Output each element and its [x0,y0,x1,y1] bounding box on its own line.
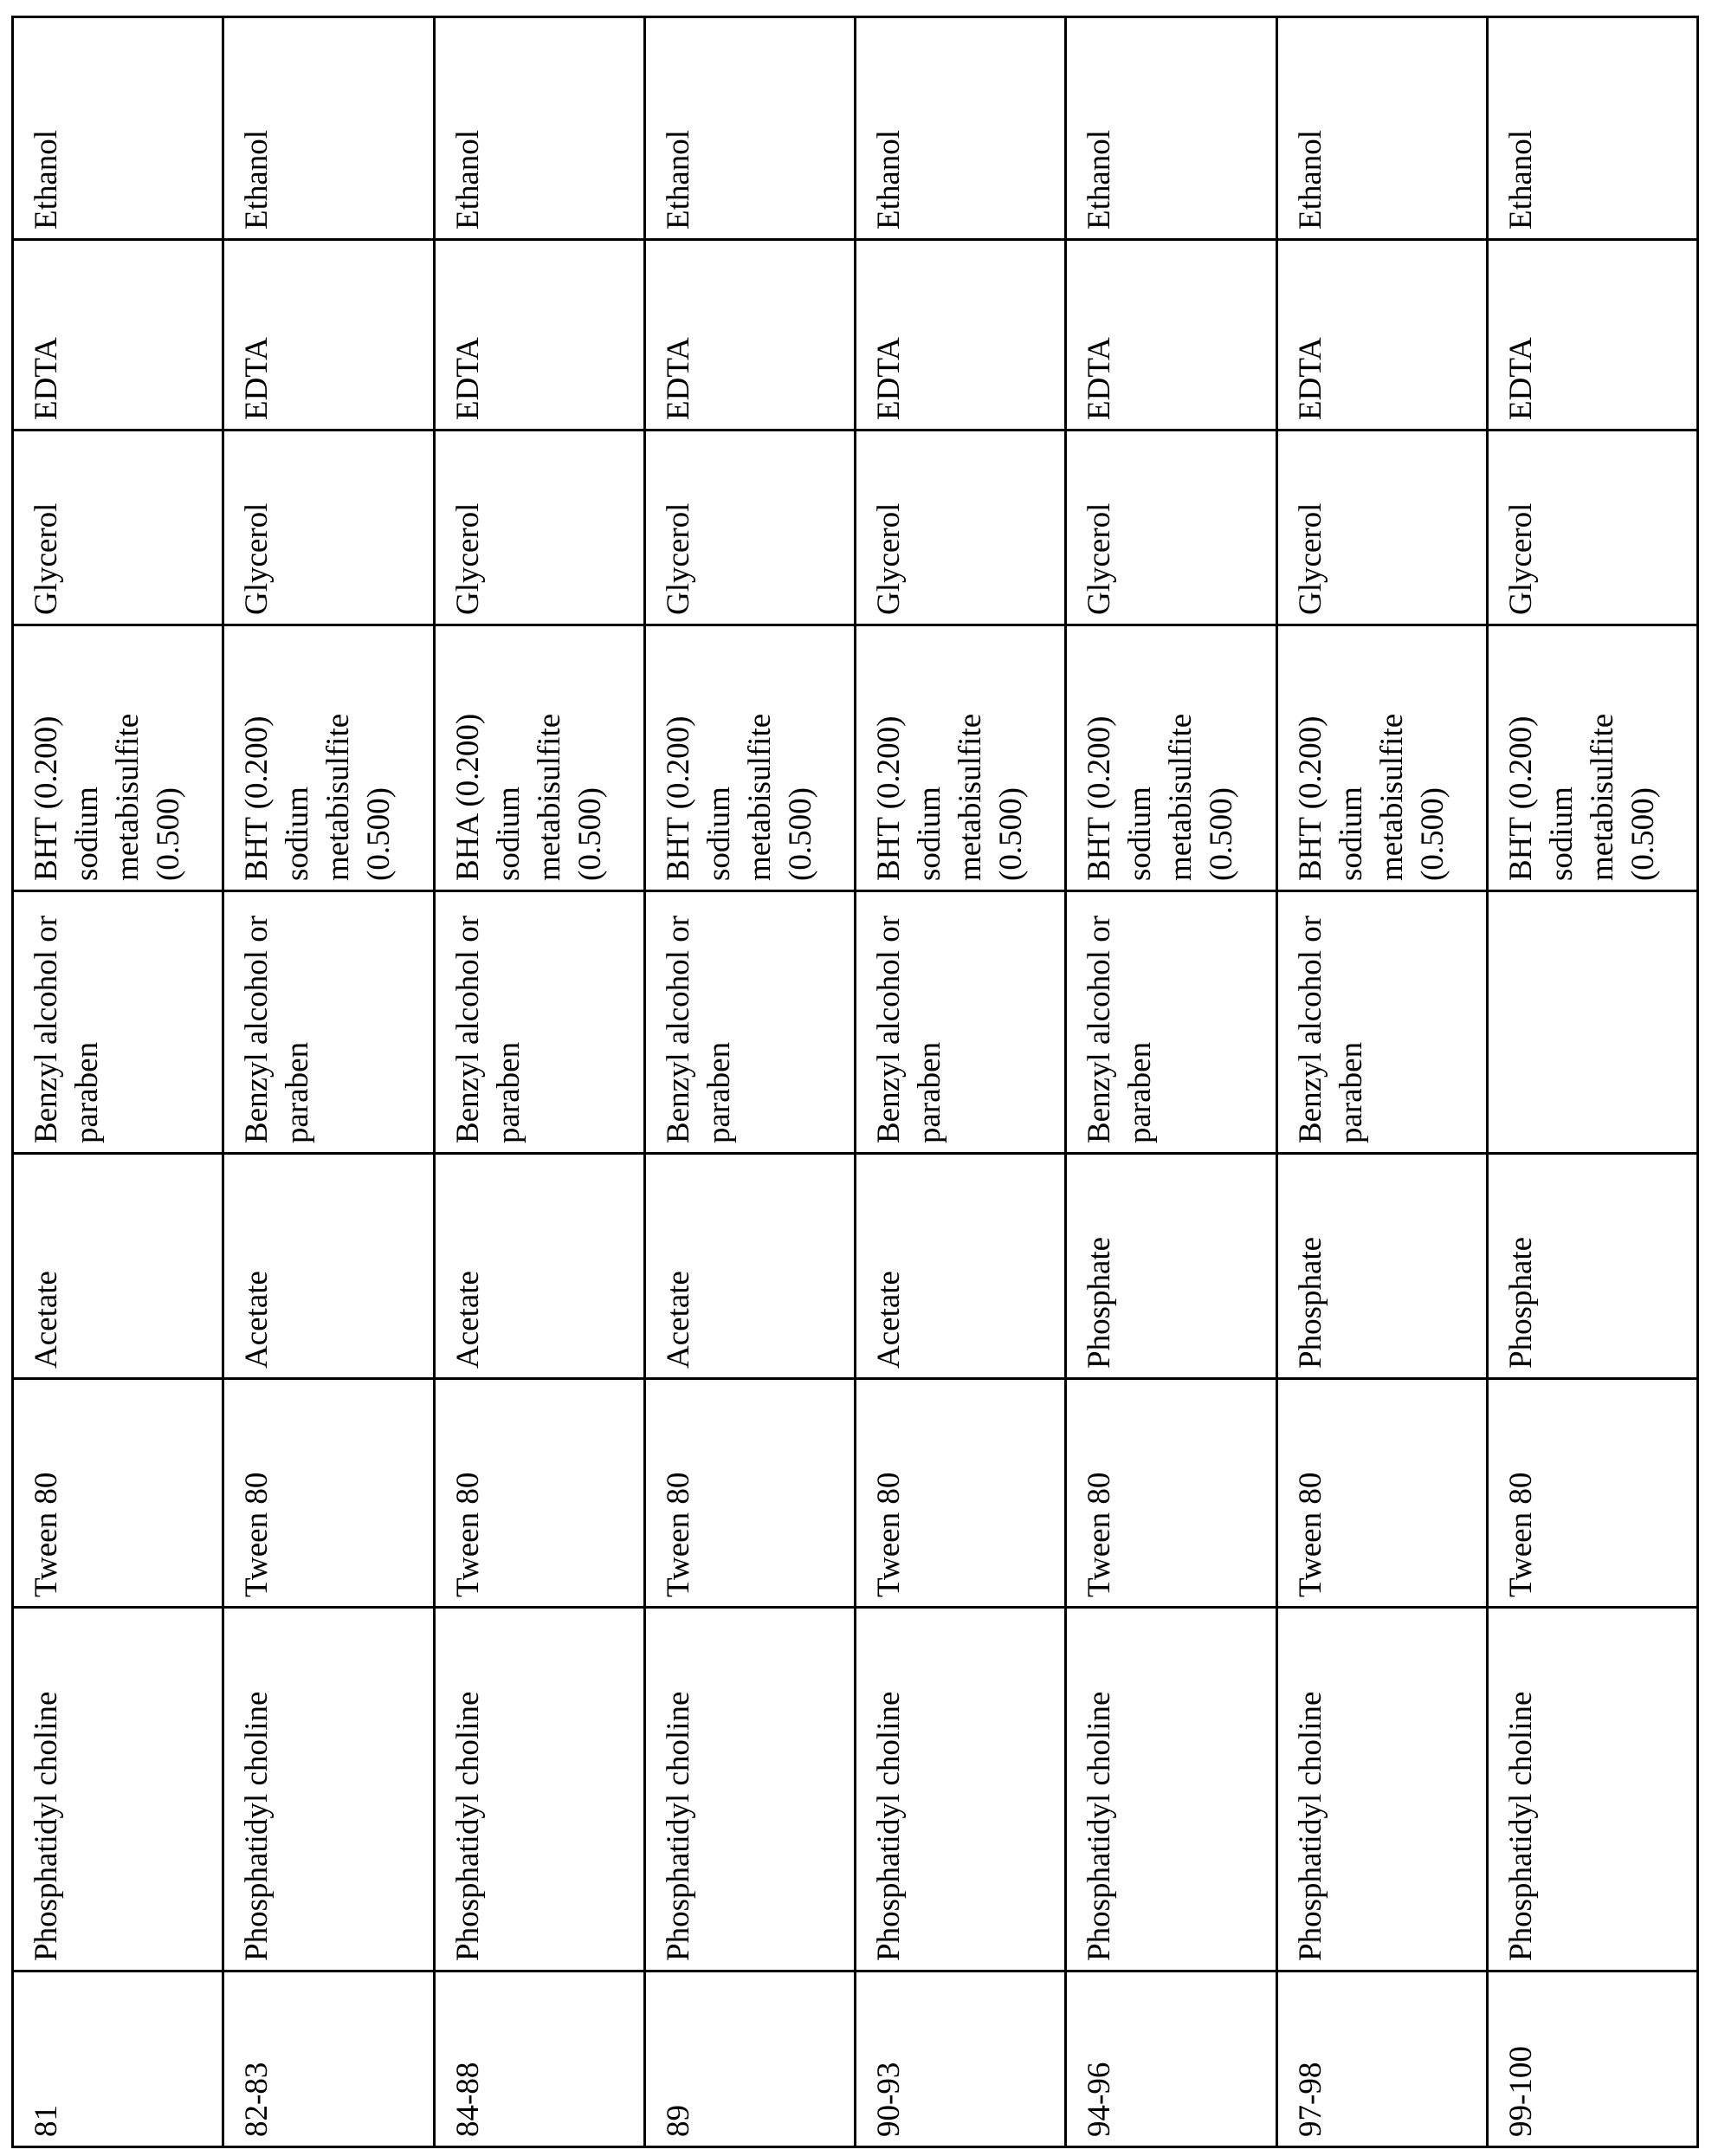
table-row [434,17,644,2147]
cell-text: EDTA [1503,337,1539,420]
cell-text: Phosphatidyl choline [1293,1692,1328,1961]
cell-text: EDTA [871,337,907,420]
cell-text: Tween 80 [1293,1473,1328,1597]
cell-preservative [856,891,1066,1154]
cell-lipid [1487,1608,1697,1971]
cell-text: EDTA [239,337,275,420]
rotated-table-container [11,18,1699,2148]
cell-line: BHT (0.200) [26,635,67,881]
cell-antioxidant [223,625,434,891]
cell-id [223,1971,434,2147]
cell-tonicity [13,431,223,625]
cell-buffer [856,1154,1066,1379]
cell-solvent [13,17,223,240]
cell-line: (0.500) [148,635,189,881]
cell-text: EDTA [450,337,486,420]
cell-text: 82-83 [239,2062,275,2137]
cell-buffer [644,1154,855,1379]
cell-line: BHT (0.200) [236,635,277,881]
cell-line: sodium [699,635,740,881]
cell-text: Glycerol [29,503,64,615]
cell-text: Benzyl alcohol or paraben [1293,916,1369,1143]
cell-text: Acetate [29,1271,64,1369]
cell-surfactant [856,1379,1066,1608]
cell-line: BHA (0.200) [448,635,488,881]
cell-line: BHT (0.200) [869,635,909,881]
cell-line: metabisulfite [1372,635,1412,881]
cell-text: Ethanol [450,130,486,230]
cell-preservative [644,891,855,1154]
cell-text: 84-88 [450,2062,486,2137]
cell-text: EDTA [661,337,696,420]
cell-text: Glycerol [1293,503,1328,615]
cell-tonicity [1276,431,1487,625]
cell-line: sodium [1120,635,1160,881]
table-row [223,17,434,2147]
cell-text: Ethanol [661,130,696,230]
cell-id [856,1971,1066,2147]
cell-id [13,1971,223,2147]
cell-preservative [1066,891,1276,1154]
cell-text: Benzyl alcohol or paraben [450,916,527,1143]
table-row [1276,17,1487,2147]
cell-text: Phosphate [1503,1237,1539,1369]
cell-text: Tween 80 [871,1473,907,1597]
cell-id [1066,1971,1276,2147]
cell-line: (0.500) [1201,635,1242,881]
cell-line: sodium [488,635,529,881]
cell-text: Acetate [871,1271,907,1369]
cell-id [644,1971,855,2147]
cell-text: 99-100 [1503,2046,1539,2137]
cell-line: BHT (0.200) [1501,635,1541,881]
cell-antioxidant [1487,625,1697,891]
cell-text: Phosphatidyl choline [1082,1692,1117,1961]
cell-line: sodium [1541,635,1582,881]
cell-solvent [434,17,644,240]
cell-text: Phosphatidyl choline [871,1692,907,1961]
cell-lipid [223,1608,434,1971]
cell-text: 94-96 [1082,2062,1117,2137]
cell-buffer [1276,1154,1487,1379]
cell-chelator [434,240,644,431]
cell-text: Ethanol [1503,130,1539,230]
cell-chelator [1066,240,1276,431]
cell-line: sodium [909,635,950,881]
cell-text: Phosphatidyl choline [661,1692,696,1961]
cell-surfactant [1487,1379,1697,1608]
cell-line: sodium [67,635,107,881]
cell-surfactant [1066,1379,1276,1608]
cell-line: BHT (0.200) [658,635,699,881]
cell-text: Benzyl alcohol or paraben [29,916,105,1143]
formulation-table [11,16,1699,2148]
cell-line: (0.500) [991,635,1031,881]
cell-text: Tween 80 [1082,1473,1117,1597]
cell-text: Benzyl alcohol or paraben [661,916,737,1143]
cell-text: Tween 80 [1503,1473,1539,1597]
cell-buffer [223,1154,434,1379]
cell-text: Benzyl alcohol or paraben [239,916,315,1143]
table-row [1487,17,1697,2147]
cell-antioxidant [1276,625,1487,891]
cell-surfactant [13,1379,223,1608]
cell-lipid [856,1608,1066,1971]
cell-text: Ethanol [1082,130,1117,230]
cell-text: EDTA [1293,337,1328,420]
cell-text: Tween 80 [661,1473,696,1597]
cell-text: Acetate [661,1271,696,1369]
cell-line: metabisulfite [1582,635,1623,881]
cell-text: Acetate [450,1271,486,1369]
table-row [1066,17,1276,2147]
cell-preservative [13,891,223,1154]
cell-text: Phosphatidyl choline [29,1692,64,1961]
cell-text: 97-98 [1293,2062,1328,2137]
table-row [856,17,1066,2147]
cell-tonicity [644,431,855,625]
cell-line: metabisulfite [740,635,780,881]
cell-buffer [1066,1154,1276,1379]
cell-text: Phosphate [1293,1237,1328,1369]
cell-lipid [1276,1608,1487,1971]
cell-buffer [13,1154,223,1379]
cell-text: Benzyl alcohol or paraben [1082,916,1158,1143]
cell-text: 89 [661,2105,696,2137]
cell-id [1276,1971,1487,2147]
cell-line: (0.500) [1623,635,1664,881]
cell-text: Phosphatidyl choline [1503,1692,1539,1961]
cell-line: sodium [1331,635,1372,881]
cell-text: 90-93 [871,2062,907,2137]
table-row [644,17,855,2147]
cell-tonicity [1066,431,1276,625]
cell-chelator [1276,240,1487,431]
cell-tonicity [223,431,434,625]
cell-id [1487,1971,1697,2147]
cell-buffer [434,1154,644,1379]
cell-line: metabisulfite [318,635,359,881]
cell-line: (0.500) [1412,635,1453,881]
cell-text: EDTA [29,337,64,420]
cell-surfactant [644,1379,855,1608]
cell-line: (0.500) [780,635,821,881]
cell-tonicity [856,431,1066,625]
cell-line: metabisulfite [107,635,148,881]
cell-chelator [1487,240,1697,431]
cell-antioxidant [1066,625,1276,891]
cell-surfactant [1276,1379,1487,1608]
cell-text: Phosphate [1082,1237,1117,1369]
cell-text: Tween 80 [29,1473,64,1597]
cell-text: Glycerol [450,503,486,615]
cell-antioxidant [434,625,644,891]
cell-solvent [1066,17,1276,240]
cell-text: Ethanol [871,130,907,230]
cell-line: BHT (0.200) [1079,635,1120,881]
cell-solvent [856,17,1066,240]
cell-preservative [223,891,434,1154]
cell-tonicity [1487,431,1697,625]
cell-line: BHT (0.200) [1290,635,1331,881]
cell-antioxidant [856,625,1066,891]
cell-antioxidant [644,625,855,891]
cell-text: Glycerol [1082,503,1117,615]
cell-line: (0.500) [570,635,611,881]
cell-solvent [644,17,855,240]
cell-text: Ethanol [1293,130,1328,230]
cell-text: Ethanol [239,130,275,230]
table-row [13,17,223,2147]
cell-id [434,1971,644,2147]
cell-chelator [223,240,434,431]
cell-text: Acetate [239,1271,275,1369]
cell-lipid [13,1608,223,1971]
cell-text: Glycerol [239,503,275,615]
cell-surfactant [434,1379,644,1608]
cell-antioxidant [13,625,223,891]
cell-chelator [856,240,1066,431]
cell-text: EDTA [1082,337,1117,420]
cell-line: (0.500) [359,635,399,881]
cell-text: Glycerol [871,503,907,615]
cell-preservative [1487,891,1697,1154]
cell-text: 81 [29,2105,64,2137]
cell-surfactant [223,1379,434,1608]
cell-text: Tween 80 [450,1473,486,1597]
cell-tonicity [434,431,644,625]
cell-line: metabisulfite [950,635,991,881]
cell-lipid [1066,1608,1276,1971]
cell-text: Ethanol [29,130,64,230]
cell-lipid [434,1608,644,1971]
cell-buffer [1487,1154,1697,1379]
cell-line: sodium [277,635,318,881]
cell-text: Glycerol [661,503,696,615]
cell-text: Benzyl alcohol or paraben [871,916,947,1143]
cell-lipid [644,1608,855,1971]
cell-text: Phosphatidyl choline [450,1692,486,1961]
cell-line: metabisulfite [529,635,570,881]
cell-solvent [223,17,434,240]
cell-line: metabisulfite [1160,635,1201,881]
cell-text: Phosphatidyl choline [239,1692,275,1961]
cell-preservative [434,891,644,1154]
cell-chelator [13,240,223,431]
cell-text: Glycerol [1503,503,1539,615]
cell-solvent [1487,17,1697,240]
cell-solvent [1276,17,1487,240]
cell-text: Tween 80 [239,1473,275,1597]
cell-chelator [644,240,855,431]
cell-preservative [1276,891,1487,1154]
